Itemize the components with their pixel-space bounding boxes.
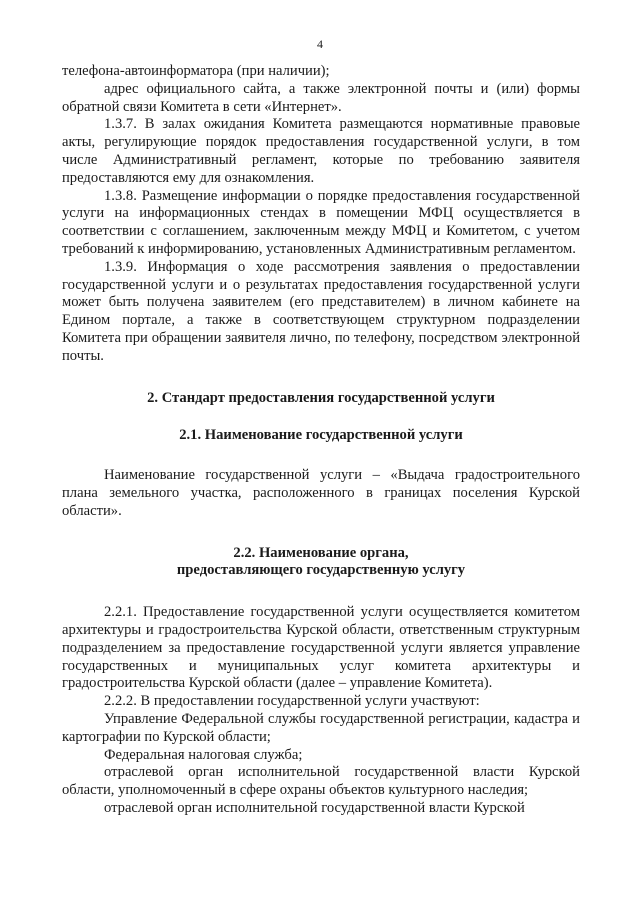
paragraph: Наименование государственной услуги – «Выдача градостроительного плана земельного участка, расположенного в границах поселения Курской области». — [62, 467, 580, 519]
paragraph: Федеральная налоговая служба; — [104, 746, 303, 763]
paragraph: 1.3.8. Размещение информации о порядке предоставления государственной услуги на информационных стендах в помещении МФЦ осуществляется в соответствии с соглашением, заключенным между МФЦ и Комитетом, с учетом требований к информированию, установленных Административным регламентом. — [62, 187, 580, 257]
paragraph: 2.2.2. В предоставлении государственной услуги участвуют: — [104, 693, 480, 710]
subsection-heading: 2.1. Наименование государственной услуги — [179, 427, 463, 444]
paragraph: отраслевой орган исполнительной государственной власти Курской области, уполномоченный в сфере охраны объектов культурного наследия; — [62, 764, 580, 799]
subsection-heading-line2: предоставляющего государственную услугу — [176, 562, 466, 579]
page-number: 4 — [317, 37, 323, 51]
paragraph: 2.2.1. Предоставление государственной услуги осуществляется комитетом архитектуры и градостроительства Курской области, ответственным структурным подразделением за предоставление государственной услуги является управление государственных и муниципальных услуг комитета архитектуры и градостроительства Курской области (далее – управление Комитета). — [62, 604, 580, 692]
section-heading: 2. Стандарт предоставления государственной услуги — [147, 389, 495, 406]
subsection-heading-line1: 2.2. Наименование органа, — [233, 544, 409, 561]
paragraph: телефона-автоинформатора (при наличии); — [62, 63, 330, 79]
paragraph: 1.3.7. В залах ожидания Комитета размещаются нормативные правовые акты, регулирующие порядок предоставления государственной услуги, в том числе Административный регламент, которые по требованию заявителя предоставляются ему для ознакомления. — [62, 116, 580, 186]
document-body — [62, 63, 580, 818]
paragraph: отраслевой орган исполнительной государственной власти Курской — [104, 799, 525, 816]
paragraph: адрес официального сайта, а также электронной почты и (или) формы обратной связи Комитета в сети «Интернет». — [62, 80, 580, 115]
paragraph: 1.3.9. Информация о ходе рассмотрения заявления о предоставлении государственной услуги и о результатах предоставления государственной услуги может быть получена заявителем (его представителем) в личном кабинете на Едином портале, а также в соответствующем структурном подразделении Комитета при обращении заявителя лично, по телефону, посредством электронной почты. — [62, 258, 580, 364]
paragraph: Управление Федеральной службы государственной регистрации, кадастра и картографии по Курской области; — [62, 710, 580, 745]
